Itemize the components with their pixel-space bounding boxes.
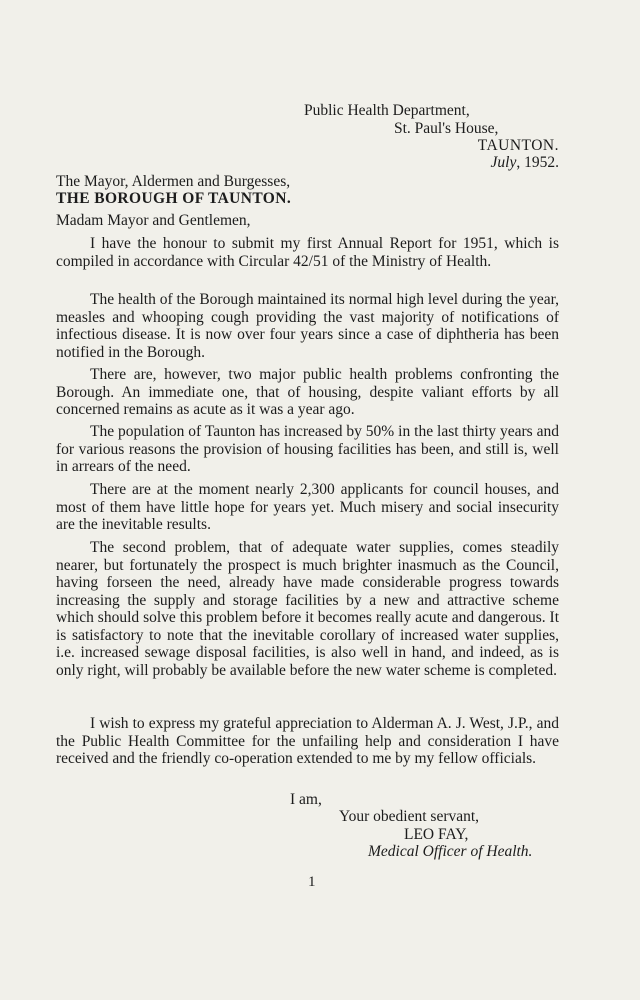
closing-servant: Your obedient servant, <box>339 808 480 825</box>
header-date-month: July <box>490 154 517 171</box>
header-house: St. Paul's House, <box>394 120 499 137</box>
recipient-line2: THE BOROUGH OF TAUNTON. <box>56 190 292 207</box>
paragraph-1: I have the honour to submit my first Annual Report for 1951, which is compiled in accordance with Circular 42/51 of the Ministry of Health. <box>56 235 559 270</box>
page-number: 1 <box>308 874 316 890</box>
paragraph-7: I wish to express my grateful appreciation to Alderman A. J. West, J.P., and the Public Health Committee for the unfailing help and consideration I have received and the friendly co-operation extended to me by my fellow officials. <box>56 715 559 767</box>
letter-page <box>56 0 559 1000</box>
closing-title: Medical Officer of Health. <box>368 843 533 860</box>
header-date-year: , 1952. <box>516 154 559 171</box>
recipient-line1: The Mayor, Aldermen and Burgesses, <box>56 173 291 190</box>
closing-i-am: I am, <box>290 791 322 808</box>
header-town: TAUNTON. <box>477 137 559 154</box>
paragraph-3: There are, however, two major public health problems confronting the Borough. An immediate one, that of housing, despite valiant efforts by all concerned remains as acute as it was a year ago. <box>56 366 559 418</box>
closing-name: LEO FAY, <box>404 826 469 843</box>
paragraph-5: There are at the moment nearly 2,300 applicants for council houses, and most of them have little hope for years yet. Much misery and social insecurity are the inevitable results. <box>56 481 559 533</box>
salutation: Madam Mayor and Gentlemen, <box>56 212 251 229</box>
paragraph-2: The health of the Borough maintained its normal high level during the year, measles and whooping cough providing the vast majority of notifications of infectious disease. It is now over four years since a case of diphtheria has been notified in the Borough. <box>56 291 559 361</box>
header-department: Public Health Department, <box>304 102 470 119</box>
paragraph-6: The second problem, that of adequate water supplies, comes steadily nearer, but fortunately the prospect is much brighter inasmuch as the Council, having forseen the need, already have made considerable progress towards increasing the supply and storage facilities by a new and attractive scheme which should solve this problem before it becomes really acute and dangerous. It is satisfactory to note that the inevitable corollary of increased water supplies, i.e. increased sewage disposal facilities, is also well in hand, and indeed, as is only right, will probably be available before the new water scheme is completed. <box>56 539 559 679</box>
header-date <box>491 154 559 171</box>
paragraph-4: The population of Taunton has increased by 50% in the last thirty years and for various reasons the provision of housing facilities has been, and still is, well in arrears of the need. <box>56 423 559 475</box>
